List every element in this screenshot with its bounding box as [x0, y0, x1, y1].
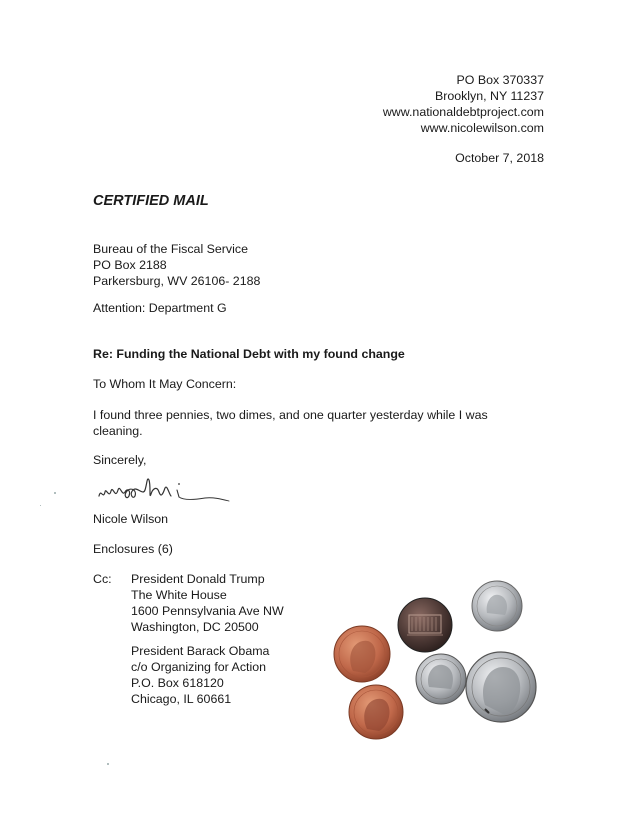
cc-line: c/o Organizing for Action — [131, 660, 266, 674]
cc-recipient — [131, 571, 284, 635]
dime-coin — [416, 654, 466, 704]
letter-body — [93, 407, 553, 439]
sender-address — [383, 72, 544, 136]
cc-line: P.O. Box 618120 — [131, 676, 224, 690]
penny-coin — [334, 626, 390, 682]
salutation: To Whom It May Concern: — [93, 377, 237, 391]
body-line: cleaning. — [93, 424, 143, 438]
scan-speck — [107, 763, 109, 765]
penny-coin — [398, 598, 452, 652]
body-line: I found three pennies, two dimes, and one quarter yesterday while I was — [93, 408, 488, 422]
recipient-address — [93, 241, 260, 289]
cc-line: Washington, DC 20500 — [131, 620, 259, 634]
sender-website: www.nicolewilson.com — [420, 121, 544, 135]
sender-website: www.nationaldebtproject.com — [382, 105, 544, 119]
recipient-line: Parkersburg, WV 26106- 2188 — [93, 274, 261, 288]
certified-mail-heading: CERTIFIED MAIL — [93, 193, 209, 209]
sender-line: PO Box 370337 — [456, 73, 544, 87]
cc-recipient — [131, 643, 269, 707]
cc-line: The White House — [131, 588, 227, 602]
enclosures-line: Enclosures (6) — [93, 542, 173, 556]
recipient-line: Bureau of the Fiscal Service — [93, 242, 248, 256]
recipient-line: PO Box 2188 — [93, 258, 167, 272]
letter-date: October 7, 2018 — [455, 151, 544, 165]
cc-line: President Donald Trump — [131, 572, 265, 586]
scan-speck — [54, 492, 56, 494]
attention-line: Attention: Department G — [93, 301, 227, 315]
quarter-coin — [466, 652, 536, 722]
handwritten-signature — [93, 470, 243, 510]
dime-coin — [472, 581, 522, 631]
closing: Sincerely, — [93, 453, 147, 467]
cc-line: 1600 Pennsylvania Ave NW — [131, 604, 284, 618]
cc-line: President Barack Obama — [131, 644, 270, 658]
sender-line: Brooklyn, NY 11237 — [434, 89, 544, 103]
cc-label: Cc: — [93, 572, 112, 586]
signatory-name: Nicole Wilson — [93, 512, 169, 526]
subject-line: Re: Funding the National Debt with my found change — [93, 347, 405, 361]
penny-coin — [349, 685, 403, 739]
cc-line: Chicago, IL 60661 — [131, 692, 232, 706]
scan-speck — [40, 505, 41, 506]
coins-photo — [325, 575, 545, 750]
